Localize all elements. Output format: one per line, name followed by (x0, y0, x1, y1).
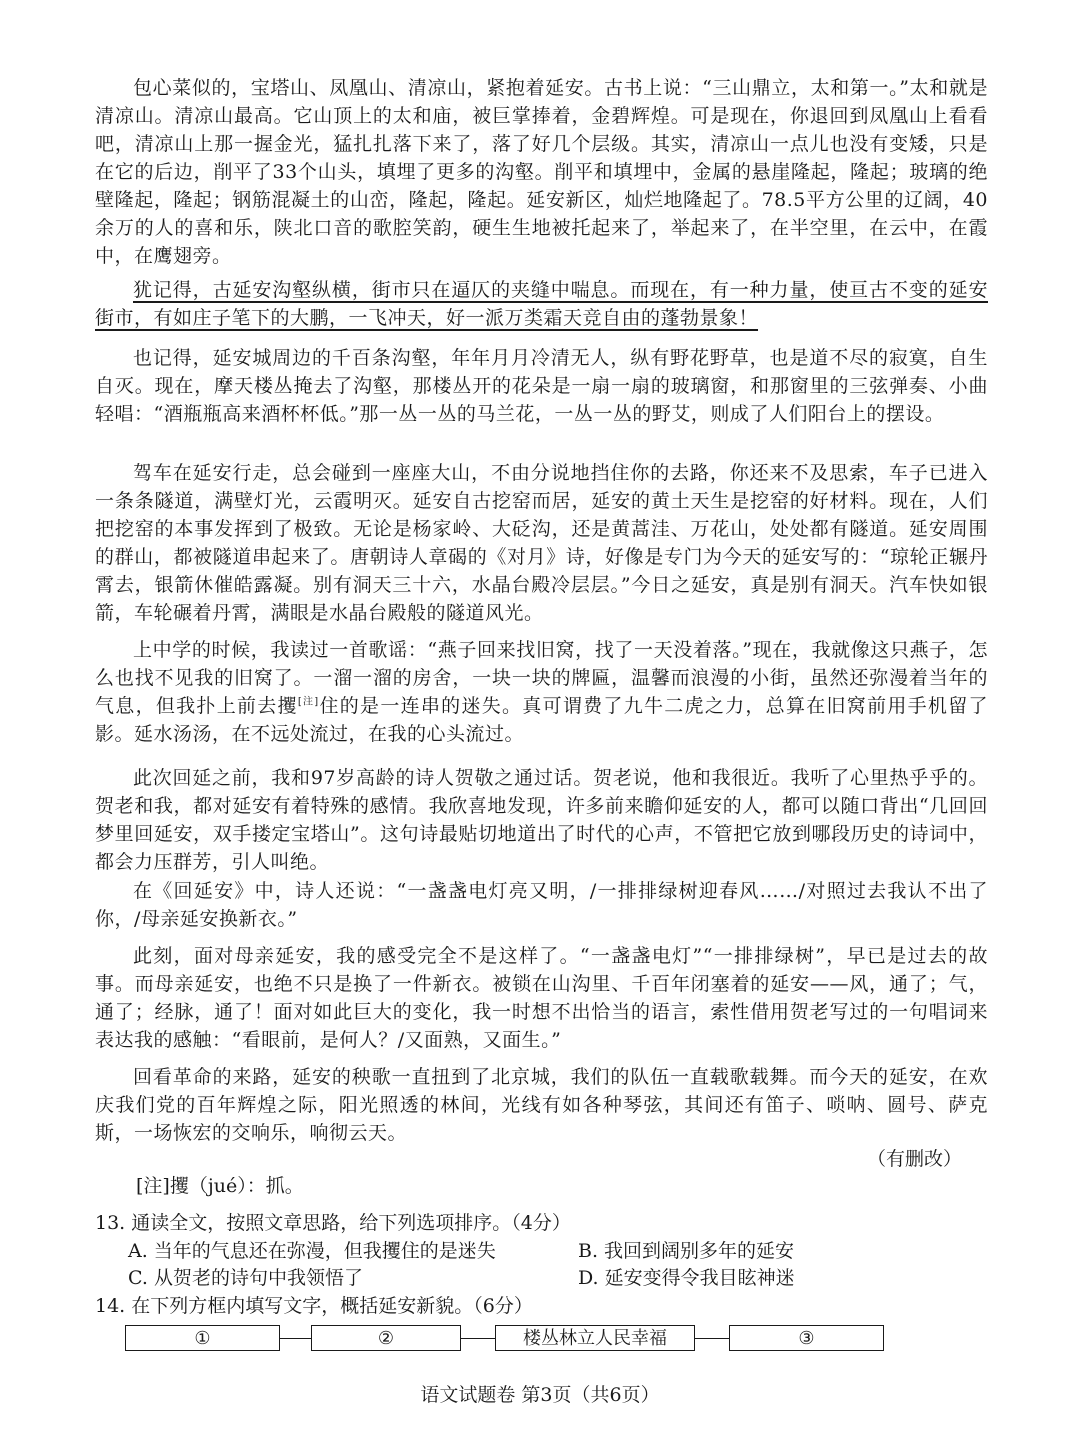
footnote: [注]攫（jué）：抓。 (136, 1175, 304, 1197)
paragraph-6: 此次回延之前，我和97岁高龄的诗人贺敬之通过话。贺老说，他和我很近。我听了心里热乎乎的。贺老和我，都对延安有着特殊的感情。我欣喜地发现，许多前来瞻仰延安的人，都可以随口背出“几回回梦里回延安，双手搂定宝塔山”。这句诗最贴切地道出了时代的心声，不管把它放到哪段历史的诗词中，都会力压群芳，引人叫绝。 (95, 767, 988, 873)
question-13-option-d: D. 延安变得令我目眩神迷 (578, 1267, 795, 1289)
paragraph-2 (95, 276, 988, 332)
given-box: 楼丛林立人民幸福 (495, 1325, 695, 1351)
question-13-stem: 13. 通读全文，按照文章思路，给下列选项排序。（4分） (95, 1212, 571, 1234)
connector-line (461, 1338, 495, 1339)
question-13-option-c: C. 从贺老的诗句中我领悟了 (128, 1267, 363, 1289)
source-note: （有删改） (866, 1148, 962, 1170)
connector-line (280, 1338, 311, 1339)
page-footer: 语文试题卷 第3页（共6页） (420, 1384, 660, 1406)
paragraph-5 (95, 636, 988, 748)
underlined-sentence: 犹记得，古延安沟壑纵横，街市只在逼仄的夹缝中喘息。而现在，有一种力量，使亘古不变的延安街市，有如庄子笔下的大鹏，一飞冲天，好一派万类霜天竞自由的蓬勃景象！ (95, 279, 988, 329)
footnote-marker: [注] (297, 696, 319, 708)
question-13-option-a: A. 当年的气息还在弥漫，但我攫住的是迷失 (128, 1240, 496, 1262)
answer-box-1[interactable]: ① (125, 1325, 280, 1351)
question-14-stem: 14. 在下列方框内填写文字，概括延安新貌。（6分） (95, 1295, 533, 1317)
answer-box-3[interactable]: ③ (729, 1325, 884, 1351)
question-13-option-b: B. 我回到阔别多年的延安 (578, 1240, 795, 1262)
paragraph-5-part-1: 上中学的时候，我读过一首歌谣：“燕子回来找旧窝，找了一天没着落。”现在，我就像这只燕子，怎么也找不见我的旧窝了。一溜一溜的房舍，一块一块的牌匾，温馨而浪漫的小街，虽然还弥漫着当年的气息，但我扑上前去攫 (95, 639, 988, 717)
paragraph-4: 驾车在延安行走，总会碰到一座座大山，不由分说地挡住你的去路，你还来不及思索，车子已进入一条条隧道，满壁灯光，云霞明灭。延安自古挖窑而居，延安的黄土天生是挖窑的好材料。现在，人们把挖窑的本事发挥到了极致。无论是杨家岭、大砭沟，还是黄蒿洼、万花山，处处都有隧道。延安周围的群山，都被隧道串起来了。唐朝诗人章碣的《对月》诗，好像是专门为今天的延安写的：“琼轮正辗丹霄去，银箭休催皓露凝。别有洞天三十六，水晶台殿冷层层。”今日之延安，真是别有洞天。汽车快如银箭，车轮碾着丹霄，满眼是水晶台殿般的隧道风光。 (95, 462, 988, 624)
answer-box-2[interactable]: ② (311, 1325, 461, 1351)
paragraph-9: 回看革命的来路，延安的秧歌一直扭到了北京城，我们的队伍一直载歌载舞。而今天的延安，在欢庆我们党的百年辉煌之际，阳光照透的林间，光线有如各种琴弦，其间还有笛子、唢呐、圆号、萨克斯，一场恢宏的交响乐，响彻云天。 (95, 1066, 988, 1144)
question-14-flow-diagram (125, 1325, 985, 1353)
paragraph-8: 此刻，面对母亲延安，我的感受完全不是这样了。“一盏盏电灯”“一排排绿树”，早已是过去的故事。而母亲延安，也绝不只是换了一件新衣。被锁在山沟里、千百年闭塞着的延安——风，通了；气，通了；经脉，通了！面对如此巨大的变化，我一时想不出恰当的语言，索性借用贺老写过的一句唱词来表达我的感触：“看眼前，是何人？/又面熟，又面生。” (95, 945, 988, 1051)
paragraph-5-part-2: 住的是一连串的迷失。真可谓费了九牛二虎之力，总算在旧窝前用手机留了影。延水汤汤，在不远处流过，在我的心头流过。 (95, 695, 988, 745)
connector-line (695, 1338, 729, 1339)
paragraph-3: 也记得，延安城周边的千百条沟壑，年年月月冷清无人，纵有野花野草，也是道不尽的寂寞，自生自灭。现在，摩天楼丛掩去了沟壑，那楼丛开的花朵是一扇一扇的玻璃窗，和那窗里的三弦弹奏、小曲轻唱：“酒瓶瓶高来酒杯杯低。”那一丛一丛的马兰花，一丛一丛的野艾，则成了人们阳台上的摆设。 (95, 347, 988, 425)
paragraph-7: 在《回延安》中，诗人还说：“一盏盏电灯亮又明，/一排排绿树迎春风……/对照过去我认不出了你，/母亲延安换新衣。” (95, 880, 988, 930)
paragraph-1: 包心菜似的，宝塔山、凤凰山、清凉山，紧抱着延安。古书上说：“三山鼎立，太和第一。”太和就是清凉山。清凉山最高。它山顶上的太和庙，被巨掌捧着，金碧辉煌。可是现在，你退回到凤凰山上看看吧，清凉山上那一握金光，猛扎扎落下来了，落了好几个层级。其实，清凉山一点儿也没有变矮，只是在它的后边，削平了33个山头，填埋了更多的沟壑。削平和填埋中，金属的悬崖隆起，隆起；玻璃的绝壁隆起，隆起；钢筋混凝土的山峦，隆起，隆起。延安新区，灿烂地隆起了。78.5平方公里的辽阔，40余万的人的喜和乐，陕北口音的歌腔笑韵，硬生生地被托起来了，举起来了，在半空里，在云中，在霞中，在鹰翅旁。 (95, 77, 988, 267)
